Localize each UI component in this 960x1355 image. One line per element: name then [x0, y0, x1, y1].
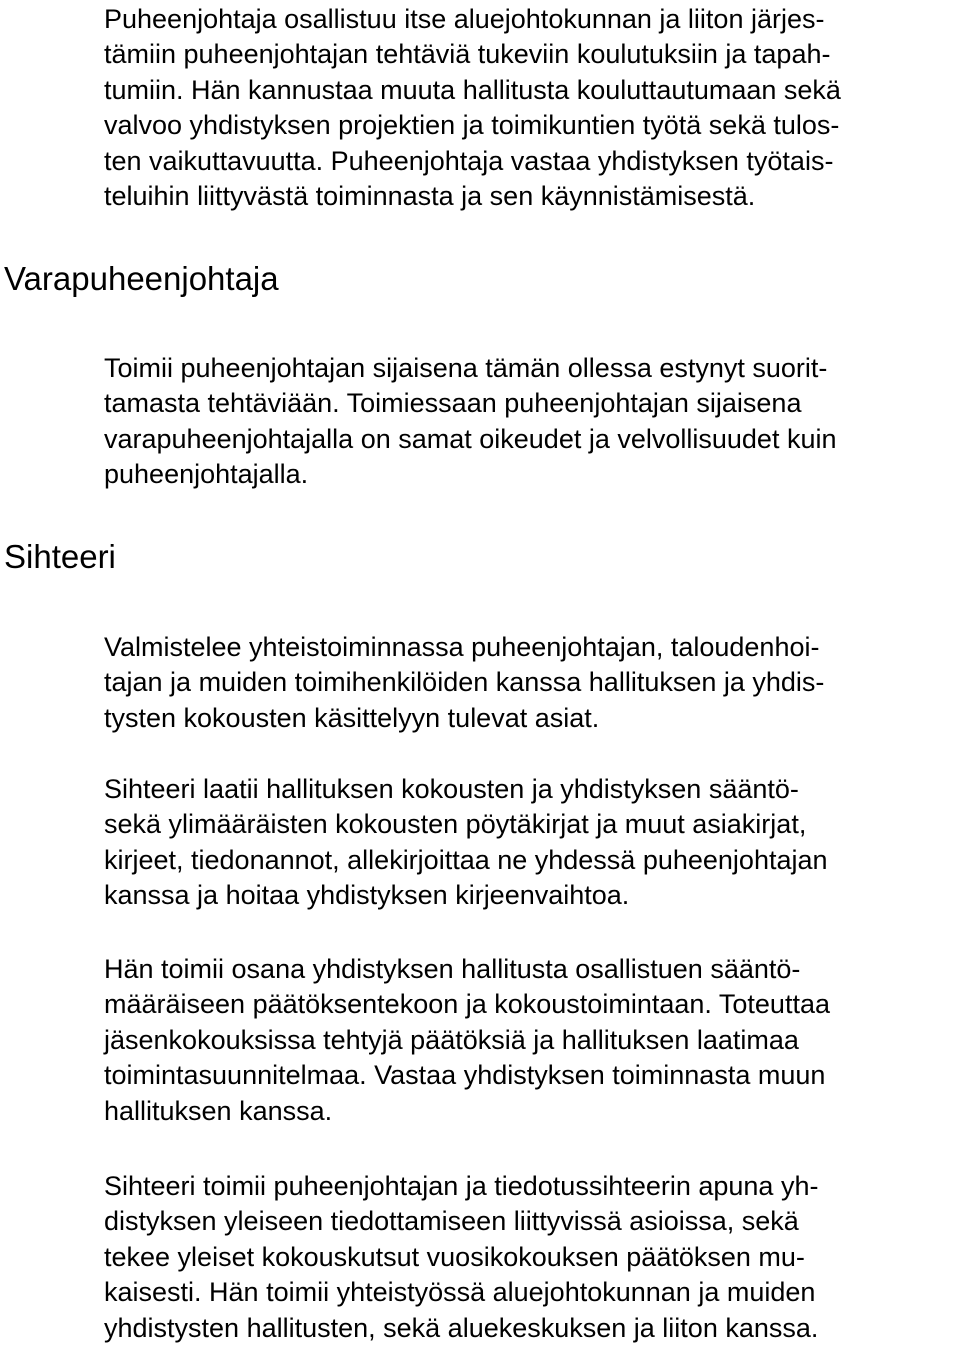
text-line: kirjeet, tiedonannot, allekirjoittaa ne yhdessä puheenjohtajan — [104, 844, 828, 875]
text-line: teluihin liittyvästä toiminnasta ja sen käynnistämisestä. — [104, 181, 756, 212]
section-heading-sihteeri: Sihteeri — [4, 538, 116, 575]
section-heading-varapuheenjohtaja: Varapuheenjohtaja — [4, 260, 279, 297]
text-line: Sihteeri toimii puheenjohtajan ja tiedotussihteerin apuna yh- — [104, 1171, 819, 1201]
sihteeri-paragraph-1 — [104, 630, 954, 736]
sihteeri-paragraph-4 — [104, 1169, 954, 1346]
text-line: ten vaikuttavuutta. Puheenjohtaja vastaa yhdistyksen työtais- — [104, 145, 834, 176]
text-line: Valmistelee yhteistoiminnassa puheenjohtajan, taloudenhoi- — [104, 632, 820, 662]
intro-paragraph — [104, 2, 954, 214]
text-line: tajan ja muiden toimihenkilöiden kanssa hallituksen ja yhdis- — [104, 667, 825, 698]
sihteeri-paragraph-3 — [104, 952, 954, 1129]
text-line: toimintasuunnitelmaa. Vastaa yhdistyksen toiminnasta muun — [104, 1060, 826, 1091]
text-line: tumiin. Hän kannustaa muuta hallitusta kouluttautumaan sekä — [104, 74, 841, 105]
text-line: sekä ylimääräisten kokousten pöytäkirjat ja muut asiakirjat, — [104, 809, 807, 840]
text-line: hallituksen kanssa. — [104, 1095, 333, 1126]
text-line: määräiseen päätöksentekoon ja kokoustoimintaan. Toteuttaa — [104, 989, 830, 1020]
sihteeri-paragraph-2 — [104, 772, 954, 914]
text-line: puheenjohtajalla. — [104, 459, 309, 490]
text-line: tamasta tehtäviään. Toimiessaan puheenjohtajan sijaisena — [104, 388, 802, 419]
text-line: tekee yleiset kokouskutsut vuosikokouksen päätöksen mu- — [104, 1241, 805, 1272]
text-line: kaisesti. Hän toimii yhteistyössä aluejohtokunnan ja muiden — [104, 1277, 816, 1308]
text-line: distyksen yleiseen tiedottamiseen liittyvissä asioissa, sekä — [104, 1206, 799, 1237]
text-line: valvoo yhdistyksen projektien ja toimikuntien työtä sekä tulos- — [104, 110, 840, 141]
text-line: Hän toimii osana yhdistyksen hallitusta osallistuen sääntö- — [104, 954, 801, 984]
text-line: yhdistysten hallitusten, sekä aluekeskuksen ja liiton kanssa. — [104, 1312, 819, 1343]
text-line: Toimii puheenjohtajan sijaisena tämän ollessa estynyt suorit- — [104, 353, 828, 383]
text-line: kanssa ja hoitaa yhdistyksen kirjeenvaihtoa. — [104, 880, 630, 911]
text-line: tysten kokousten käsittelyyn tulevat asiat. — [104, 702, 600, 733]
text-line: tämiin puheenjohtajan tehtäviä tukeviin koulutuksiin ja tapah- — [104, 39, 831, 70]
text-line: jäsenkokouksissa tehtyjä päätöksiä ja hallituksen laatimaa — [104, 1024, 799, 1055]
text-line: Puheenjohtaja osallistuu itse aluejohtokunnan ja liiton järjes- — [104, 4, 825, 34]
varapuheenjohtaja-paragraph — [104, 351, 954, 493]
text-line: Sihteeri laatii hallituksen kokousten ja yhdistyksen sääntö- — [104, 774, 799, 804]
text-line: varapuheenjohtajalla on samat oikeudet ja velvollisuudet kuin — [104, 423, 837, 454]
